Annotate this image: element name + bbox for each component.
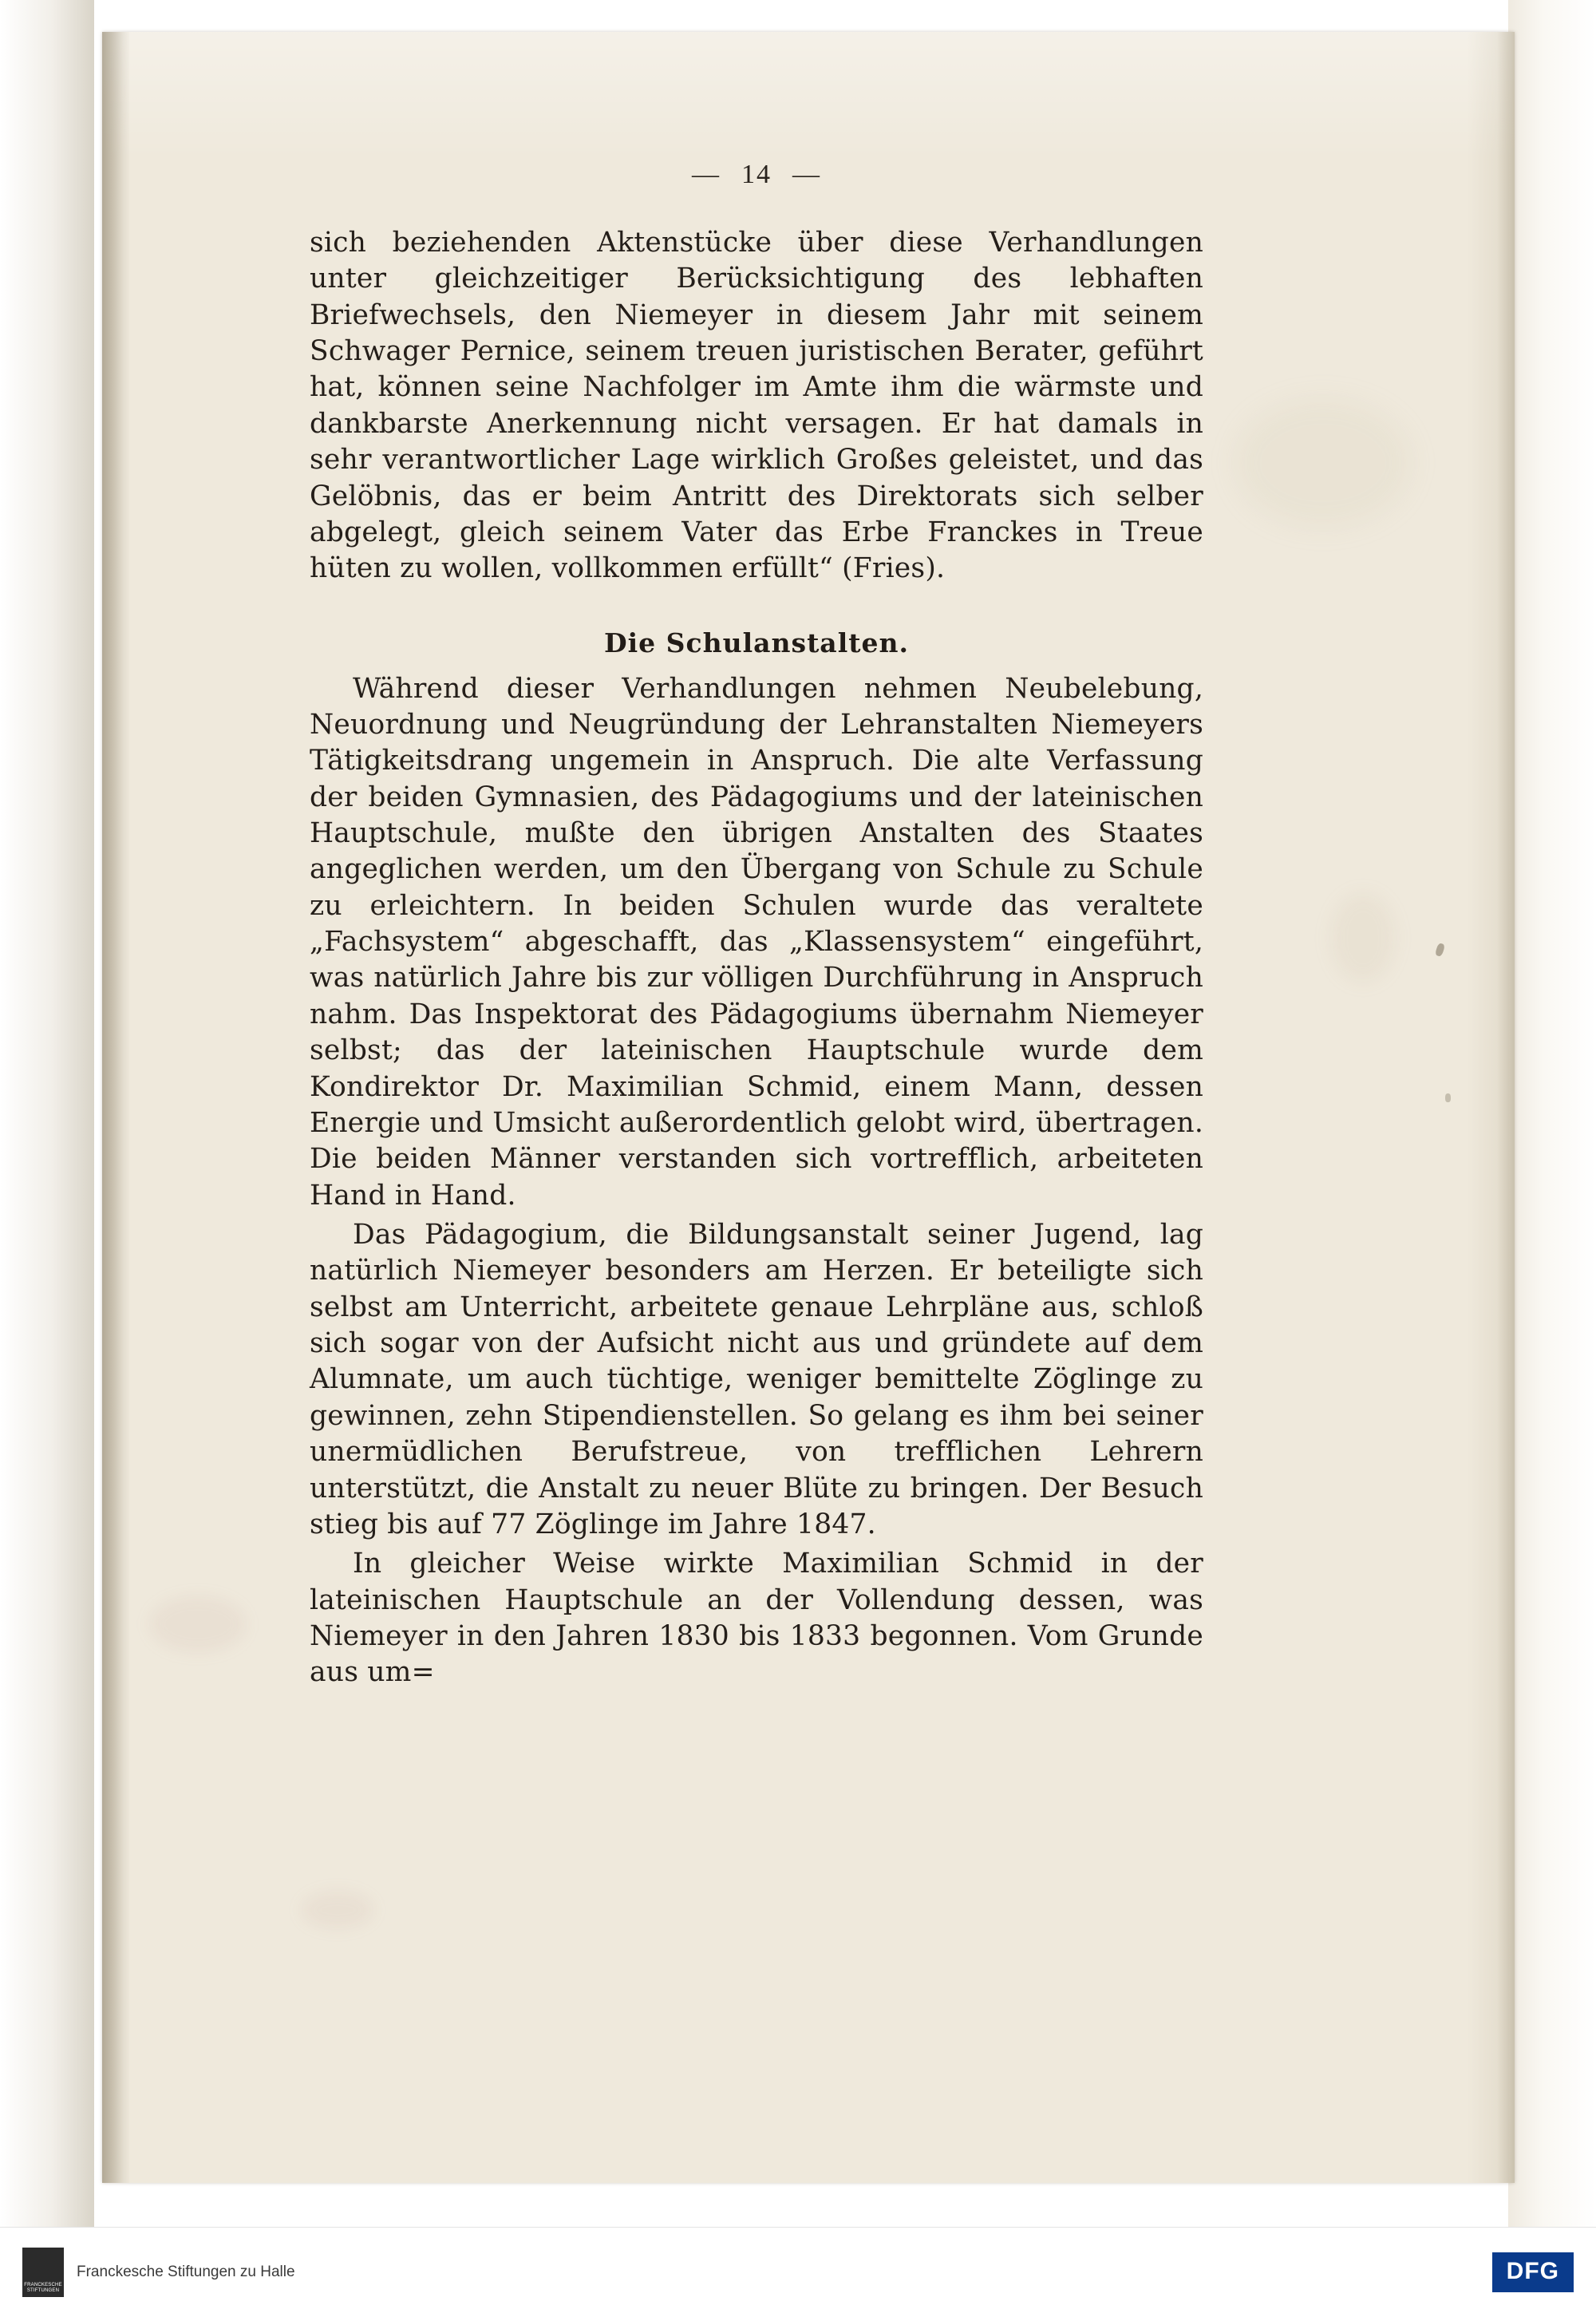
footer-left-group <box>22 2248 295 2297</box>
institution-label: Franckesche Stiftungen zu Halle <box>77 2264 295 2280</box>
paper-stain <box>150 1596 246 1652</box>
body-paragraph: Während dieser Verhandlungen nehmen Neubelebung, Neuordnung und Neugründung der Lehranstalten Niemeyers Tätigkeitsdrang ungemein in Anspruch. Die alte Verfassung der beiden Gymnasien, des Pädagogiums und der lateinischen Hauptschule, mußte den übrigen Anstalten des Staates angeglichen werden, um den Übergang von Schule zu Schule zu erleichtern. In beiden Schulen wurde das veraltete „Fachsystem“ abgeschafft, das „Klassensystem“ eingeführt, was natürlich Jahre bis zur völligen Durchführung in Anspruch nahm. Das Inspektorat des Pädagogiums übernahm Niemeyer selbst; das der lateinischen Hauptschule wurde dem Kondirektor Dr. Maximilian Schmid, einem Mann, dessen Energie und Umsicht außerordentlich gelobt wird, übertragen. Die beiden Männer verstanden sich vortrefflich, arbeiteten Hand in Hand. <box>310 672 1203 1212</box>
book-page <box>102 32 1515 2183</box>
body-paragraph: Das Pädagogium, die Bildungsanstalt seiner Jugend, lag natürlich Niemeyer besonders am Herzen. Er beteiligte sich selbst am Unterricht, arbeitete genaue Lehrpläne aus, schloß sich sogar von der Aufsicht nicht aus und gründete auf dem Alumnate, um auch tüchtige, weniger bemittelte Zöglinge zu gewinnen, zehn Stipendienstellen. So gelang es ihm bei seiner unermüdlichen Berufstreue, von trefflichen Lehrern unterstützt, die Anstalt zu neuer Blüte zu bringen. Der Besuch stieg bis auf 77 Zöglinge im Jahre 1847. <box>310 1218 1203 1540</box>
scan-right-margin <box>1508 0 1596 2227</box>
body-paragraph: In gleicher Weise wirkte Maximilian Schmid in der lateinischen Hauptschule an der Vollendung dessen, was Niemeyer in den Jahren 1830 bis 1833 begonnen. Vom Grunde aus um= <box>310 1548 1203 1689</box>
folio-dash-left: — <box>692 160 721 189</box>
folio-dash-right: — <box>792 160 821 189</box>
folio-number: 14 <box>741 160 772 189</box>
franckesche-stiftungen-logo-icon: FRANCKESCHE STIFTUNGEN <box>22 2248 64 2297</box>
dfg-logo: DFG <box>1492 2252 1574 2292</box>
page-folio <box>310 160 1203 190</box>
page-gutter-shadow <box>102 32 129 2183</box>
ink-speck <box>1445 1093 1451 1102</box>
ink-speck <box>1435 943 1446 957</box>
paper-stain <box>302 1892 373 1928</box>
page-text-block <box>310 160 1203 1691</box>
paper-stain <box>1235 399 1411 527</box>
page-fore-edge <box>1497 32 1515 2183</box>
section-heading: Die Schulanstalten. <box>604 627 909 658</box>
body-paragraph: sich beziehenden Aktenstücke über diese Verhandlungen unter gleichzeitiger Berücksichtigung des lebhaften Briefwechsels, den Niemeyer in diesem Jahr mit seinem Schwager Pernice, seinem treuen juristischen Berater, geführt hat, können seine Nachfolger im Amte ihm die wärmste und dankbarste Anerkennung nicht versagen. Er hat damals in sehr verantwortlicher Lage wirklich Großes geleistet, und das Gelöbnis, das er beim Antritt des Direktorats sich selber abgelegt, gleich seinem Vater das Erbe Franckes in Treue hüten zu wollen, vollkommen erfüllt“ (Fries). <box>310 227 1203 585</box>
viewer-footer <box>0 2227 1596 2317</box>
paper-stain <box>1331 894 1395 982</box>
scan-left-margin <box>0 0 94 2227</box>
